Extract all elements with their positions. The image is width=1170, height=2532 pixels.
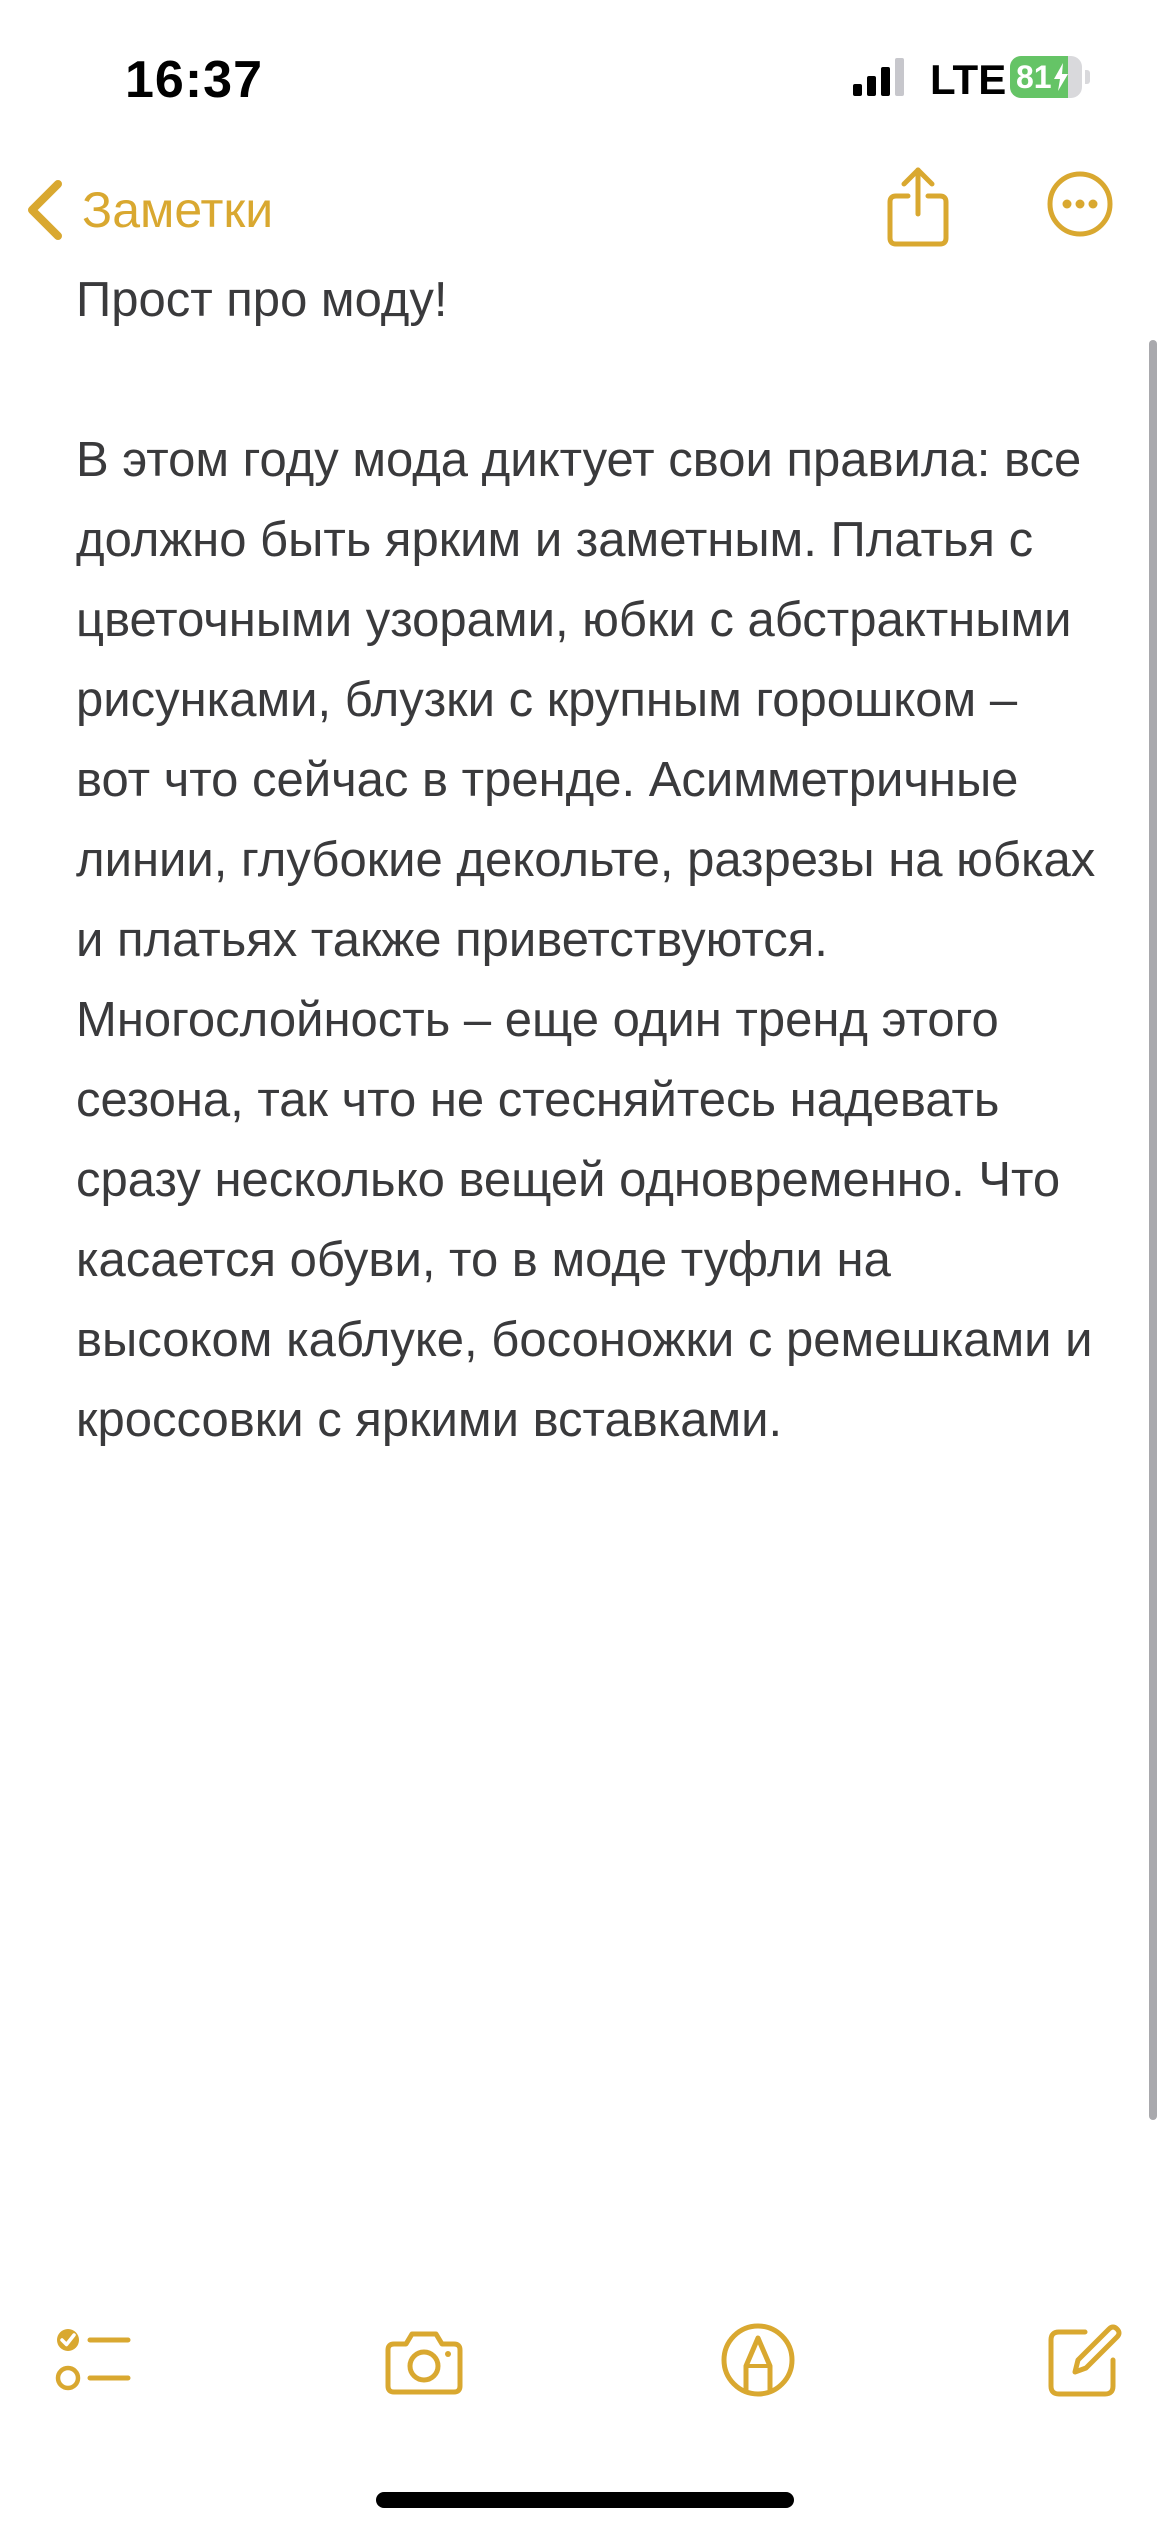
bottom-toolbar [0, 2300, 1170, 2420]
cellular-signal-icon [853, 58, 905, 96]
scroll-indicator[interactable] [1149, 340, 1157, 2120]
battery-icon [1010, 56, 1090, 98]
chevron-left-icon [22, 178, 68, 242]
share-icon[interactable] [886, 164, 950, 248]
home-indicator[interactable] [376, 2492, 794, 2508]
charging-bolt-icon [1053, 63, 1069, 91]
battery-body [1010, 56, 1082, 98]
camera-icon[interactable] [384, 2320, 464, 2400]
battery-level-text: 81 [1016, 59, 1052, 95]
battery-level [1010, 56, 1082, 98]
note-editor[interactable] [76, 260, 1096, 1460]
compose-icon[interactable] [1045, 2320, 1125, 2400]
checklist-icon[interactable] [52, 2320, 132, 2400]
ellipsis-circle-icon[interactable] [1046, 170, 1114, 238]
markup-pen-icon[interactable] [718, 2320, 798, 2400]
network-type: LTE [930, 56, 1007, 103]
back-button[interactable] [22, 170, 273, 250]
blank-line [76, 340, 1096, 420]
note-title[interactable]: Прост про моду! [76, 273, 448, 327]
navigation-bar [0, 150, 1170, 270]
status-time: 16:37 [125, 51, 263, 109]
battery-cap [1085, 70, 1090, 84]
back-label: Заметки [82, 182, 274, 238]
note-body[interactable]: В этом году мода диктует свои правила: все должно быть ярким и заметным. Платья с цветочными узорами, юбки с абстрактными рисунками, блузки с крупным горошком – вот что сейчас в тренде. Асимметричные линии, глубокие декольте, разрезы на юбках и платьях также приветствуются. Многослойность – еще один тренд этого сезона, так что не стесняйтесь надевать сразу несколько вещей одновременно. Что касается обуви, то в моде туфли на высоком каблуке, босоножки с ремешками и кроссовки с яркими вставками. [76, 433, 1096, 1447]
status-bar [0, 0, 1170, 150]
